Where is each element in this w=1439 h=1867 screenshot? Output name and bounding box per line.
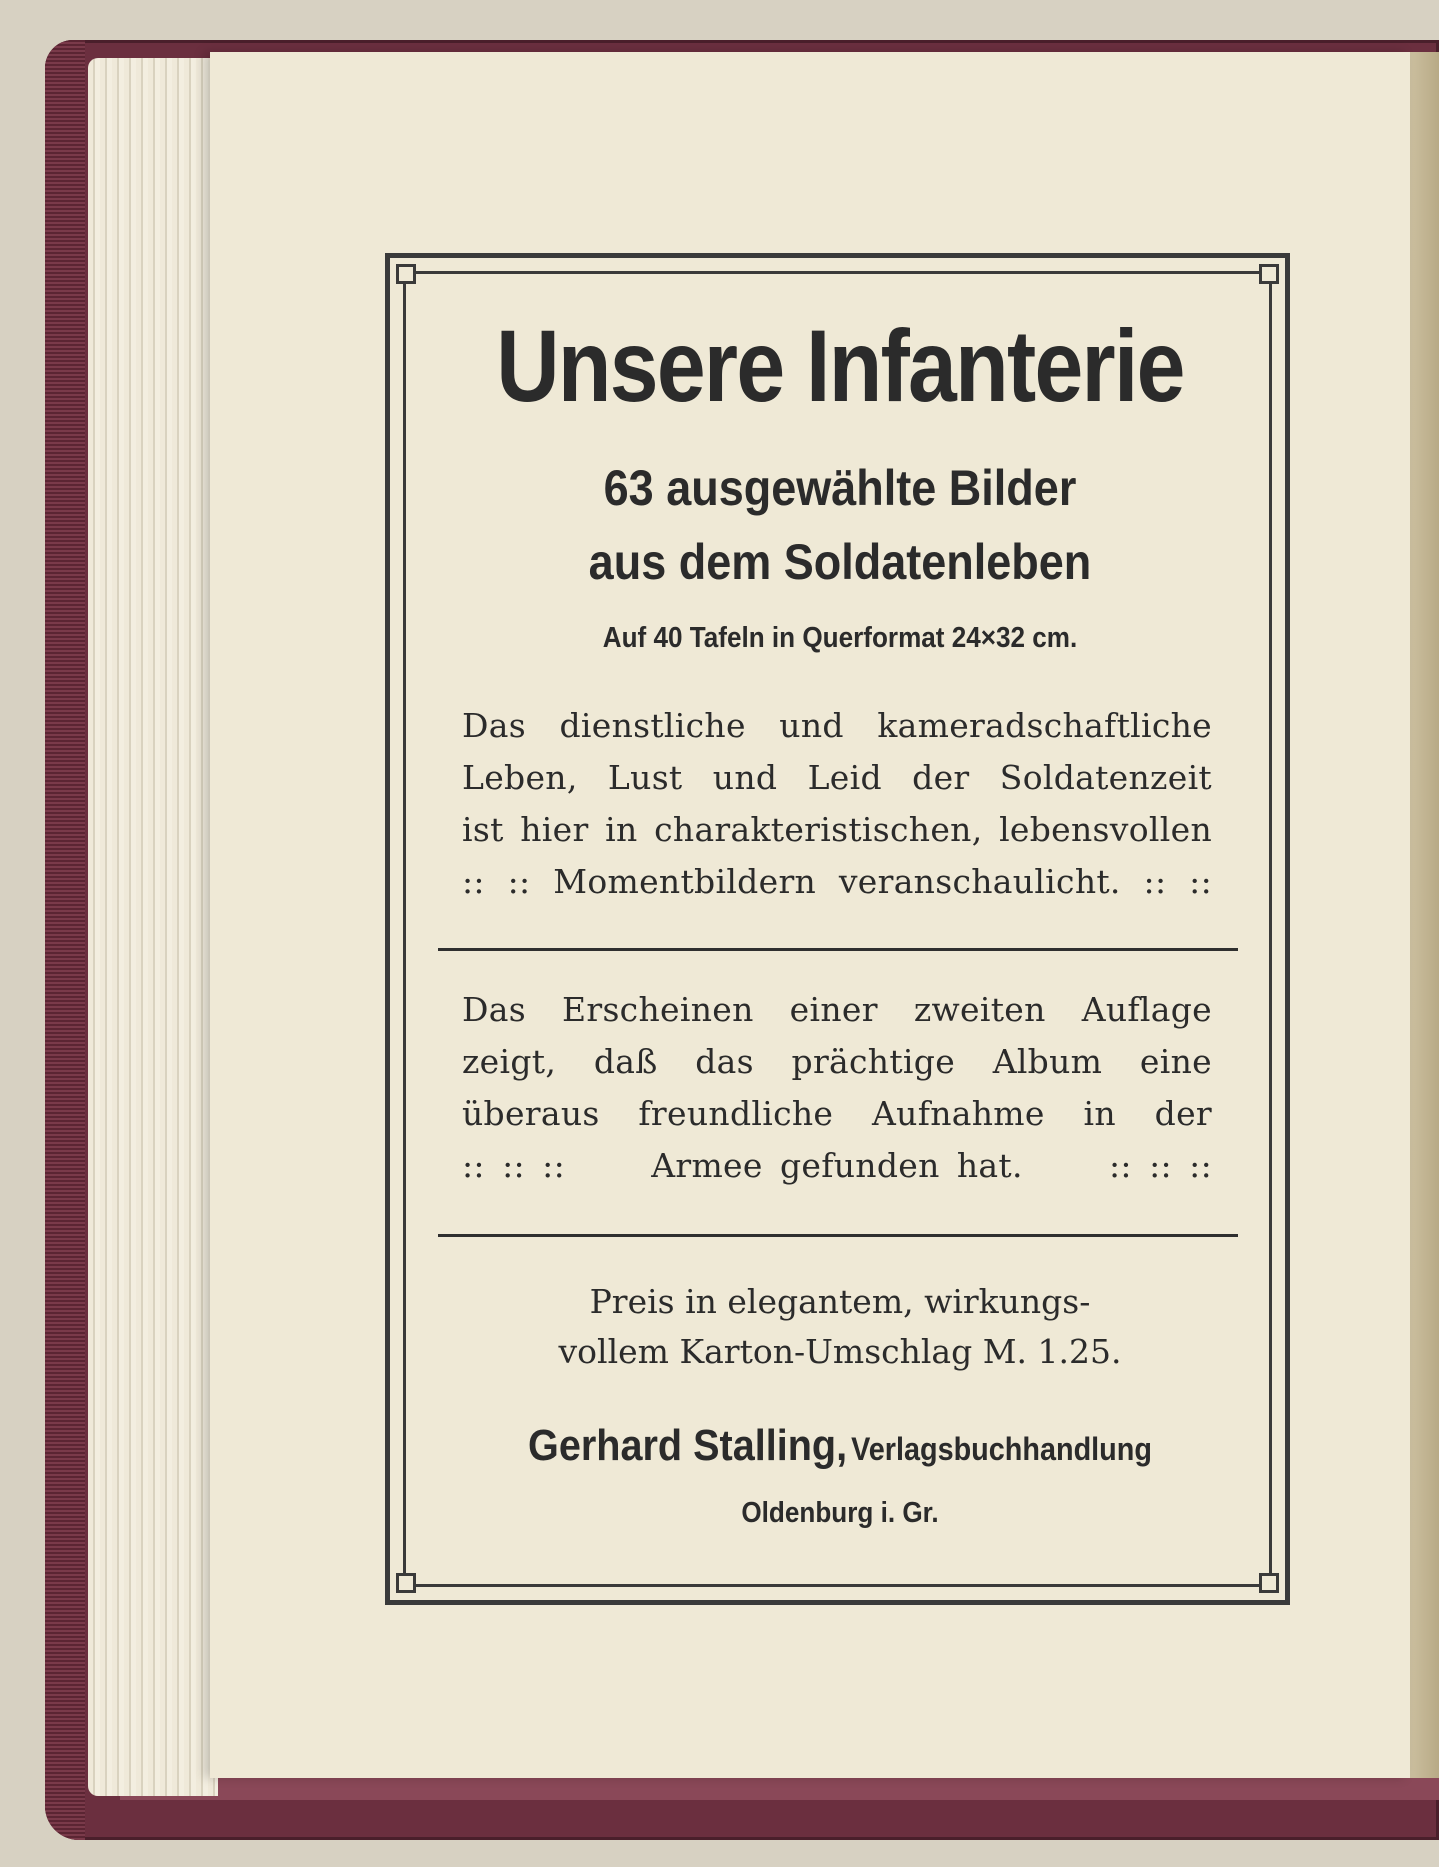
price-line: vollem Karton-Umschlag M. 1.25. — [558, 1332, 1122, 1371]
advert-subtitle-line-2: aus dem Soldatenleben — [588, 534, 1092, 590]
edition-line: :: :: :: Armee gefunden hat. :: :: :: — [462, 1146, 1212, 1185]
publisher-place: Oldenburg i. Gr. — [741, 1497, 939, 1529]
publisher-line — [453, 1421, 1227, 1470]
edition-line: überaus freundliche Aufnahme in der — [462, 1094, 1212, 1133]
divider-rule — [438, 1234, 1238, 1237]
description-line: :: :: Momentbildern veranschaulicht. :: :: — [462, 862, 1212, 901]
publisher-name: Gerhard Stalling, — [528, 1421, 848, 1470]
publisher-type: Verlagsbuchhandlung — [851, 1431, 1152, 1467]
description-line: Leben, Lust und Leid der Soldatenzeit — [462, 758, 1212, 797]
edition-line: Das Erscheinen einer zweiten Auflage — [462, 990, 1212, 1029]
description-line: ist hier in charakteristischen, lebensvollen — [462, 810, 1212, 849]
cover-bottom-edge — [120, 1778, 1439, 1800]
page-edges — [88, 58, 218, 1796]
corner-ornament-icon — [396, 264, 416, 284]
corner-ornament-icon — [1259, 264, 1279, 284]
price-block — [410, 1277, 1270, 1377]
advert-format-line: Auf 40 Tafeln in Querformat 24×32 cm. — [602, 622, 1078, 654]
advert-subtitle-line-1: 63 ausgewählte Bilder — [603, 460, 1077, 516]
cover-cloth-texture — [45, 40, 85, 1840]
divider-rule — [438, 948, 1238, 951]
description-paragraph — [462, 700, 1212, 908]
edition-paragraph — [462, 984, 1212, 1192]
edition-line: zeigt, daß das prächtige Album eine — [462, 1042, 1212, 1081]
facing-page-edge — [1410, 52, 1439, 1778]
advert-title: Unsere Infanterie — [496, 309, 1184, 423]
corner-ornament-icon — [1259, 1573, 1279, 1593]
corner-ornament-icon — [396, 1573, 416, 1593]
description-line: Das dienstliche und kameradschaftliche — [462, 706, 1212, 745]
price-line: Preis in elegantem, wirkungs- — [589, 1282, 1091, 1321]
